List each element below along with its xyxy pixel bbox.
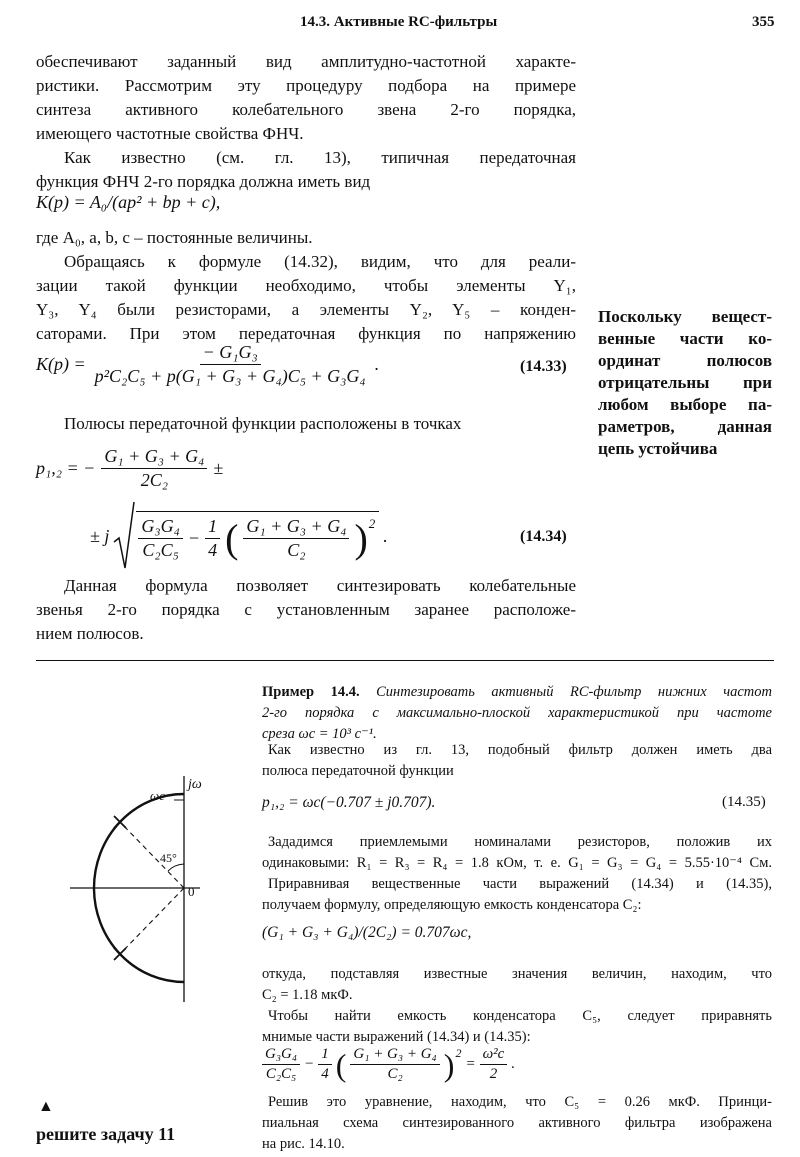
sqrt-radicand bbox=[136, 511, 379, 561]
text-line: Обращаясь к формуле (14.32), видим, что для реали- bbox=[64, 252, 576, 271]
eq-denominator: C₂C₅ bbox=[265, 1066, 297, 1082]
eq-numerator: 1 bbox=[205, 516, 220, 539]
text-line: Приравнивая вещественные части выражений (14.34) и (14.35), bbox=[268, 876, 772, 892]
equation-14-34-line2 bbox=[90, 500, 388, 572]
eq-denominator: p²C₂C₅ + p(G₁ + G₃ + G₄)C₅ + G₃G₄ bbox=[94, 366, 366, 386]
text-line: ристики. Рассмотрим эту процедуру подбора на примере bbox=[36, 76, 576, 95]
equation-14-35: p₁,₂ = ωc(−0.707 ± j0.707). bbox=[262, 794, 436, 811]
text-line: Y₃, Y₄ были резисторами, а элементы Y₂, Y₅ – конден- bbox=[36, 300, 576, 319]
eq-denominator: C₂ bbox=[387, 1066, 403, 1082]
text-line: получаем формулу, определяющую емкость конденсатора C₂: bbox=[262, 897, 642, 913]
paragraph-elements bbox=[36, 250, 576, 346]
example-paragraph-6 bbox=[262, 1092, 772, 1155]
text-line: одинаковыми: R₁ = R₃ = R₄ = 1.8 кОм, т. е. G₁ = G₃ = G₄ = 5.55·10⁻⁴ См. bbox=[262, 855, 772, 871]
eq-fraction bbox=[92, 342, 369, 387]
eq-exponent: 2 bbox=[368, 516, 376, 531]
eq-pm-j: ± j bbox=[90, 525, 110, 546]
paragraph-intro bbox=[36, 50, 576, 146]
eq-tail: . bbox=[374, 354, 380, 374]
text-line: пиальная схема синтезированного активного фильтра изображена bbox=[262, 1115, 772, 1131]
eq-numerator: G₃G₄ bbox=[262, 1046, 300, 1065]
text-line: среза ωc = 10³ с⁻¹. bbox=[262, 726, 377, 742]
paragraph-synthesis bbox=[36, 574, 576, 646]
note-line: раметров, данная bbox=[598, 417, 772, 436]
paragraph-poles: Полюсы передаточной функции расположены в точках bbox=[64, 414, 462, 433]
text-line: имеющего частотные свойства ФНЧ. bbox=[36, 124, 304, 143]
eq-tail: . bbox=[511, 1056, 516, 1072]
running-header: 14.3. Активные RC-фильтры bbox=[300, 14, 498, 30]
text-line: Как известно из гл. 13, подобный фильтр должен иметь два bbox=[268, 742, 772, 758]
eq-numerator: ω²c bbox=[480, 1046, 508, 1065]
left-paren: ( bbox=[225, 515, 239, 561]
left-paren: ( bbox=[335, 1046, 347, 1083]
angle-arc bbox=[168, 864, 184, 871]
text-line: Синтезировать активный RC-фильтр нижних частот bbox=[359, 684, 772, 700]
eq-denominator: 2C₂ bbox=[140, 470, 168, 490]
note-line: любом выборе па- bbox=[598, 395, 772, 414]
paragraph-transfer bbox=[36, 146, 576, 194]
eq-fraction bbox=[350, 1046, 439, 1083]
note-line: венные части ко- bbox=[598, 329, 772, 348]
eq-denominator: C₂C₅ bbox=[142, 540, 179, 560]
eq-plus-minus: ± bbox=[213, 458, 224, 478]
text-line: зации такой функции необходимо, чтобы элементы Y₁, bbox=[36, 276, 576, 295]
eq-lhs: K(p) = bbox=[36, 354, 86, 374]
eq-fraction bbox=[243, 516, 349, 561]
eq-fraction bbox=[262, 1046, 300, 1083]
task-label: решите задачу 11 bbox=[36, 1124, 176, 1144]
task-triangle-icon: ▲ bbox=[38, 1098, 54, 1115]
text-line: 2-го порядка с максимально-плоской характеристикой при частоте bbox=[262, 705, 772, 721]
pole-marker-upper-icon bbox=[114, 816, 126, 828]
eq-fraction bbox=[205, 516, 220, 561]
text-line: функция ФНЧ 2-го порядка должна иметь вид bbox=[36, 172, 371, 191]
eq-numerator: G₁ + G₃ + G₄ bbox=[243, 516, 349, 539]
text-line: синтеза активного колебательного звена 2-го порядка, bbox=[36, 100, 576, 119]
section-divider bbox=[36, 660, 774, 661]
equation-14-34-line1 bbox=[36, 446, 223, 491]
note-line: цепь устойчива bbox=[598, 439, 718, 458]
equation-c5 bbox=[262, 1046, 515, 1083]
eq-numerator: G₁ + G₃ + G₄ bbox=[101, 446, 207, 469]
eq-numerator: G₁ + G₃ + G₄ bbox=[350, 1046, 439, 1065]
right-paren: ) bbox=[354, 515, 368, 561]
right-paren: ) bbox=[443, 1046, 455, 1083]
eq-exponent: 2 bbox=[455, 1046, 462, 1060]
eq-fraction bbox=[318, 1046, 332, 1083]
text-line: мнимые части выражений (14.34) и (14.35): bbox=[262, 1029, 531, 1045]
example-paragraph-1 bbox=[262, 740, 772, 782]
equation-number: (14.34) bbox=[520, 528, 567, 545]
example-paragraph-3 bbox=[262, 874, 772, 916]
eq-denominator: C₂ bbox=[287, 540, 306, 560]
eq-numerator: 1 bbox=[318, 1046, 332, 1065]
note-line: ординат полюсов bbox=[598, 351, 772, 370]
example-paragraph-5 bbox=[262, 1006, 772, 1048]
note-line: Поскольку вещест- bbox=[598, 307, 772, 326]
text-line: нием полюсов. bbox=[36, 624, 144, 643]
text-line: на рис. 14.10. bbox=[262, 1136, 345, 1152]
example-paragraph-2 bbox=[262, 832, 772, 874]
text-line: Зададимся приемлемыми номиналами резисторов, положив их bbox=[268, 834, 772, 850]
equation-number: (14.35) bbox=[722, 794, 766, 810]
eq-equals: = bbox=[465, 1056, 476, 1072]
axis-label-jw: jω bbox=[188, 777, 202, 792]
label-origin: 0 bbox=[188, 884, 195, 899]
eq-denominator: 2 bbox=[489, 1066, 498, 1082]
text-line: Данная формула позволяет синтезировать колебательные bbox=[64, 576, 576, 595]
example-label: Пример 14.4. bbox=[262, 684, 360, 700]
text-line: саторами. При этом передаточная функция по напряжению bbox=[36, 324, 576, 343]
eq-lhs: p₁,₂ = − bbox=[36, 458, 96, 478]
text-line: откуда, подставляя известные значения величин, находим, что bbox=[262, 966, 772, 982]
margin-note bbox=[598, 306, 772, 460]
paragraph-constants: где A₀, a, b, c – постоянные величины. bbox=[36, 228, 313, 247]
eq-denominator: 4 bbox=[208, 540, 218, 560]
label-wc: ωc bbox=[150, 788, 165, 803]
eq-numerator: G₃G₄ bbox=[138, 516, 183, 539]
pole-diagram bbox=[60, 770, 210, 1010]
radius-lower bbox=[120, 888, 184, 954]
example-title bbox=[262, 682, 772, 745]
pole-marker-lower-icon bbox=[114, 948, 126, 960]
text-line: обеспечивают заданный вид амплитудно-частотной характе- bbox=[36, 52, 576, 71]
eq-fraction bbox=[101, 446, 207, 491]
example-paragraph-4 bbox=[262, 964, 772, 1006]
eq-fraction bbox=[480, 1046, 508, 1083]
text-line: Как известно (см. гл. 13), типичная передаточная bbox=[64, 148, 576, 167]
text-line: Чтобы найти емкость конденсатора C₅, следует приравнять bbox=[268, 1008, 772, 1024]
equation-c2: (G₁ + G₃ + G₄)/(2C₂) = 0.707ωc, bbox=[262, 924, 472, 941]
eq-numerator: − G₁G₃ bbox=[200, 342, 261, 365]
page-number: 355 bbox=[752, 14, 775, 30]
text-line: Решив это уравнение, находим, что C₅ = 0.26 мкФ. Принци- bbox=[268, 1094, 772, 1110]
text-line: C₂ = 1.18 мкФ. bbox=[262, 987, 353, 1003]
equation-14-33 bbox=[36, 342, 379, 387]
eq-denominator: 4 bbox=[321, 1066, 329, 1082]
eq-tail: . bbox=[383, 525, 388, 546]
label-angle: 45° bbox=[160, 851, 177, 865]
note-line: отрицательны при bbox=[598, 373, 772, 392]
eq-minus: − bbox=[187, 528, 201, 548]
text-line: полюса передаточной функции bbox=[262, 763, 454, 779]
eq-fraction bbox=[138, 516, 183, 561]
equation-number: (14.33) bbox=[520, 358, 567, 375]
eq-minus: − bbox=[304, 1056, 315, 1072]
formula-k: K(p) = A₀/(ap² + bp + c), bbox=[36, 192, 221, 212]
sqrt-sign-icon bbox=[113, 500, 135, 572]
text-line: звенья 2-го порядка с установленным заранее расположе- bbox=[36, 600, 576, 619]
